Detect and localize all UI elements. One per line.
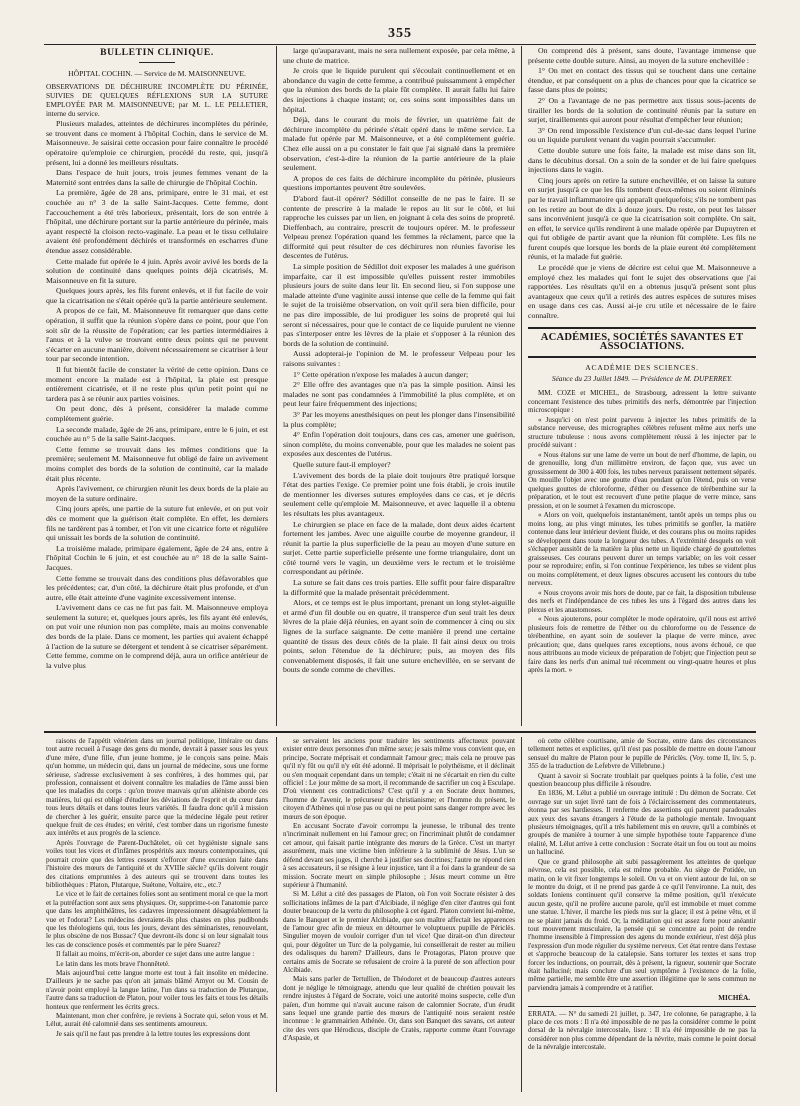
paragraph: Si M. Lélut a cité des passages de Platon, où l'on voit Socrate résister à des sollicitations infâmes de la part d'Alcibiade, il néglige d'en citer d'autres qui font douter beaucoup de la vertu du philosophe à cet égard. Platon convient lui-même, dans le Banquet et le premier Alcibiade, que son maître affectait les apparences de l'amour grec afin de mieux en détourner le voluptueux pupille de Périclès. Singulier moyen de vouloir corriger d'un tel vice! Que dirait-on d'un directeur qui, pour dégoûter un Turc de la polygamie, lui conseillerait de rester au milieu des odalisques du harem? D'ailleurs, dans le Protagoras, Platon prouve que certains amis de Socrate se refusaient de croire à la pureté de son affection pour Alcibiade. (283, 890, 515, 974)
column-bulletin-2 (283, 46, 515, 726)
paragraph: Quelle suture faut-il employer? (293, 459, 391, 469)
paragraph: Mais sans parler de Tertullien, de Théodoret et de beaucoup d'autres auteurs dont je néglige le témoignage, attendu que leur qualité de chrétien pouvait les rendre injustes à l'égard de Socrate, voici une autorité moins suspecte, celle d'un païen, d'un homme qui n'avait aucune raison de calomnier Socrate, d'un érudit sans lequel une grande partie des mœurs de l'antiquité nous seraient restée inconnue : le grammairien Athénée. Or, dans son Banquet des savans, cet auteur cite des vers que Hérodicus, disciple de Cratès, rapporte comme étant l'ouvrage d'Aspasie, et (283, 975, 515, 1043)
column-feuilleton-3 (528, 737, 756, 1092)
paragraph: Cette femme se trouvait dans des conditions plus défavorables que les précédentes; car, d'un côté, la déchirure était plus profonde, et d'un autre, elle était atteinte d'une vaginite excessivement intense. (46, 573, 268, 602)
paragraph: Je sais qu'il ne faut pas prendre à la lettre toutes les expressions dont (56, 1029, 251, 1038)
paragraph-list (528, 389, 756, 675)
author-signature: MICHÉA. (718, 994, 750, 1003)
paragraph: 1° Cette opération n'expose les malades à aucun danger; (293, 369, 469, 379)
paragraph: Cette malade fut opérée le 4 juin. Après avoir avivé les bords de la solution de continuité dans quelques points déjà cicatrisés, M. Maisonneuve en fit la suture. (46, 256, 268, 285)
column-separator (276, 46, 277, 726)
paragraph-list (283, 737, 515, 1043)
paragraph: On comprend dès à présent, sans doute, l'avantage immense que présente cette double suture. Ainsi, au moyen de la suture enchevillée : (528, 46, 756, 65)
paragraph: « Jusqu'ici on n'est point parvenu à injecter les tubes primitifs de la substance nerveuse, des micrographes célèbres refusent même aux nerfs une structure tubuleuse : nous avons complètement réussi à les injecter par le procédé suivant : (528, 415, 756, 449)
paragraph: 1° On met en contact des tissus qui se touchent dans une certaine étendue, et par conséquent on a plus de chances pour que la cicatrice se fasse dans plus de points; (528, 66, 756, 95)
paragraph: Quelques jours après, les fils furent enlevés, et il fut facile de voir que la cicatrisation ne s'était opérée qu'à la partie antérieure seulement. (46, 286, 268, 305)
paragraph: A propos de ce fait, M. Maisonneuve fit remarquer que dans cette opération, il suffit que la réunion s'opère dans ce point, pour que l'on soit sûr de la réussite de l'opération; car les parties intermédiaires à l'anus et à la vulve se trouvant entre deux points qui ne peuvent s'écarter en aucune manière, doivent nécessairement se cicatriser à leur tour par seconde intention. (46, 306, 268, 364)
paragraph: La simple position de Sédillot doit exposer les malades à une guérison imparfaite, car il est impossible qu'elles puissent rester immobiles plusieurs jours de suite dans leur lit. En second lieu, si l'on suppose une malade atteinte d'une vaginite aussi intense que celle de la femme qui fait le sujet de la troisième observation, on voit qu'il sera bien difficile, pour ne pas dire impossible, de lui prodiguer les soins de propreté qui lui seront si nécessaires, pour que le contact de ce liquide purulent ne vienne pas s'interposer entre les lèvres de la plaie et s'opposer à la réunion des bords de la solution de continuité. (283, 262, 515, 348)
paragraph: raisons de l'appétit vénérien dans un journal politique, littéraire ou dans tout autre recueil à l'usage des gens du monde, devrait à passer sous les yeux d'une mère, d'une fille, d'un jeune homme, je le conçois sans peine. Mais qu'un homme, un médecin qui, dans un journal de médecine, sous une forme sérieuse, s'adresse exclusivement à ses confrères, à des hommes qui, par profession, connaissent et doivent connaître les maladies de l'âme aussi bien que les maladies du corps : qu'on trouve mauvais qu'un aliéniste aborde ces matières, lui qui est obligé d'étudier les déviations de l'esprit et du cœur dans tous leurs détails et dans toutes leurs variétés. Il faudra donc qu'il à mission de chercher à les guérir, ensuite parce que la médecine légale peut retirer quelque fruit de ces études; en vérité, c'est tomber dans un rigorisme funeste aux intérêts et aux progrès de la science. (46, 737, 268, 838)
paragraph: « Nous croyons avoir mis hors de doute, par ce fait, la disposition tubuleuse des nerfs et l'indépendance de ces tubes les uns à l'égard des autres dans les plexus et les anastomoses. (528, 588, 756, 614)
heading-rule (139, 62, 175, 63)
paragraph: L'avivement dans ce cas ne fut pas fait. M. Maisonneuve employa seulement la suture; et, quelques jours après, les fils ayant été enlevés, on put voir une réunion non pas complète, mais au moins convenable des bords de la plaie. Dans ce moment, les parties qui avaient échappé à l'action de la suture se détergent et tendent à se cicatriser séparément. Cette femme, comme on le comprend déjà, aura un orifice antérieur de la vulve plus (46, 603, 268, 670)
session-line: Séance du 23 Juillet 1849. — Présidence de M. DUPERREY. (551, 374, 733, 384)
paragraph: Après l'avivement, ce chirurgien réunit les deux bords de la plaie au moyen de la suture ordinaire. (46, 484, 268, 503)
paragraph: Il fallait au moins, m'écrit-on, aborder ce sujet dans une autre langue : (56, 950, 255, 959)
paragraph: 3° On rend impossible l'existence d'un cul-de-sac dans lequel l'urine ou un liquide purulent venant du vagin pourrait s'accumuler. (528, 125, 756, 145)
paragraph: Cette femme se trouvait dans les mêmes conditions que la première; seulement M. Maisonneuve fut obligé de faire un avivement moins complet des bords de la solution de continuité, car la malade était plus récente. (46, 444, 268, 483)
column-separator (276, 737, 277, 1092)
paragraph: 4° Enfin l'opération doit toujours, dans ces cas, amener une guérison, sinon complète, du moins convenable, pour que les malades ne soient pas exposées aux descentes de l'utérus. (283, 430, 515, 459)
paragraph-list (528, 46, 756, 321)
paragraph: « Alors on voit, quelquefois instantanément, tantôt après un temps plus ou moins long, au plus vingt minutes, les tubes primitifs se gonfler, la matière contenue dans leur intérieur devient fluide, et des courans plus ou moins rapides se développent dans toute la longueur des tubes. A l'extrémité desquels on voit s'échapper aussitôt de la matière la plus nette un liquide chargé de gouttelettes graisseuses. Ces courans peuvent durer un temps variable; on les voit cesser pour se reproduire; enfin, si l'on continue l'expérience, les tubes se vident plus ou moins complètement, et deux lignes obscures accusent les contours du tube nerveux. (528, 511, 756, 587)
feuilleton-rule (44, 731, 756, 733)
paragraph: Je crois que le liquide purulent qui s'écoulait continuellement et en abondance du vagin de cette femme, a contribué puissamment à empêcher que la réunion des bords de la plaie fût complète. Il aurait fallu lui faire des injections à chaque instant; or, ces soins sont impossibles dans un hôpital. (283, 66, 515, 114)
paragraph: 2° Elle offre des avantages que n'a pas la simple position. Ainsi les malades ne sont pas condamnées à l'immobilité la plus complète, et on peut leur faire fréquemment des injections; (283, 380, 515, 409)
paragraph: « Nous étalons sur une lame de verre un bout de nerf d'homme, de lapin, ou de grenouille, long d'un millimètre environ, de façon que, vus avec un grossissement de 300 à 400 fois, les tubes nerveux paraissent nettement séparés. On mouille l'objet avec une goutte d'eau pendant qu'on l'étend, puis on verse quelques gouttes de chloroforme, d'éther ou d'essence de térébenthine sur la préparation, et le tout est recouvert d'une petite plaque de verre mince, sans pression, et on le soumet à l'examen du microscope. (528, 450, 756, 510)
column-bulletin-3 (528, 46, 756, 726)
paragraph: Le procédé que je viens de décrire est celui que M. Maisonneuve a employé chez les malades qui font le sujet des observations que j'ai rapportées. Les résultats qu'il en a obtenus jusqu'à présent sont plus avantageux que ceux qu'il a retirés des autres espèces de sutures mises en usage dans ces cas. Aussi ai-je cru utile et nécessaire de le faire connaître. (528, 263, 756, 321)
paragraph: Cinq jours après on retire la suture enchevillée, et on laisse la suture en surjet jusqu'à ce que les fils tombent d'eux-mêmes ou soient éliminés par le travail inflammatoire qui apparaît quelquefois; s'ils ne tombent pas on les retire au bout de dix à douze jours. Du reste, on peut les laisser sans inconvénient jusqu'à ce que la cicatrisation soit complète. On sait, en effet, le service qu'ils rendirent à une malade opérée par Dupuytren et qui fut obligée de partir avant que la réunion fût complète. Les fils ne furent coupés que lorsque les bords de la plaie eurent été complètement réunis, et la malade fut guérie. (528, 175, 756, 262)
paragraph: A propos de ces faits de déchirure incomplète du périnée, plusieurs questions importantes peuvent être soulevées. (283, 173, 515, 193)
paragraph: Cinq jours après, une partie de la suture fut enlevée, et on put voir dès ce moment que la guérison était complète. En effet, les derniers fils ne tardèrent pas à tomber, et l'on vit une cicatrice forte et régulière qui unissait les bords de la solution de continuité. (46, 504, 268, 543)
paragraph: se servaient les anciens pour traduire les sentiments affectueux pouvant exister entre deux personnes d'un même sexe; je sais même vous convient que, en principe, Socrate méprisait et condamnait l'amour grec; mais cela ne prouve pas qu'il n'y fût ou qu'il n'y eût été adonné. Il méprisait le polythéisme, et il déclinait ou s'en moquait cependant dans un temple; c'était ni ne s'écartait en rien du culte officiel : Le jour même de sa mort, il recommande de sacrifier un coq à Esculape. D'où viennent ces contradictions? C'est qu'il y a en Socrate deux hommes, l'homme de l'avenir, le précurseur du christianisme; et l'homme du présent, le citoyen d'Athènes qui n'ose pas ou qui ne peut point sans danger rompre avec les mœurs de son époque. (283, 737, 515, 821)
paragraph: Plusieurs malades, atteintes de déchirures incomplètes du périnée, se trouvent dans ce moment à l'hôpital Cochin, dans le service de M. Maisonneuve. Je saisirai cette occasion pour faire connaître le procédé opératoire qu'emploie ce chirurgien, procédé du reste, qui, jusqu'à présent, lui a donné les meilleurs résultats. (46, 119, 268, 167)
column-separator (521, 46, 522, 726)
paragraph: Mais aujourd'hui cette langue morte est tout à fait insolite en médecine. D'ailleurs je ne sache pas qu'on ait jamais blâmé Amyot ou M. Cousin de n'avoir point employé la langue latine, l'un dans sa traduction de Plutarque, l'autre dans sa traduction de Platon, pour voiler tous les faits et tous les détails honteux que renferment les écrits grecs. (46, 968, 268, 1011)
paragraph: 3° Par les moyens anesthésiques on peut les plonger dans l'insensibilité la plus complète; (283, 409, 515, 429)
bulletin-heading: BULLETIN CLINIQUE. (100, 47, 214, 58)
paragraph: La troisième malade, primipare également, âgée de 24 ans, entre à l'hôpital Cochin le 6 juin, et est couchée au n° 18 de la salle Saint-Jacques. (46, 543, 268, 572)
paragraph: Il fut bientôt facile de constater la vérité de cette opinion. Dans ce moment encore la malade est à l'hôpital, la plaie est presque entièrement cicatrisée, et il ne reste plus qu'un petit point qui ne tardera pas à se réunir aux parties voisines. (46, 365, 268, 403)
column-feuilleton-2 (283, 737, 515, 1092)
academies-banner: ACADÉMIES, SOCIÉTÉS SAVANTES ET ASSOCIATIONS. (528, 327, 756, 358)
paragraph-list (283, 46, 515, 675)
erratum: ERRATA. — N° du samedi 21 juillet, p. 347, 1re colonne, 6e paragraphe, à la place de ces mots : Il n'a été impossible de ne pas la considérer comme le point dorsal de la névralgie intercostale, lisez : Il n'a été impossible de ne pas la considérer non plus comme dépendant de la névrite, mais comme le point dorsal de la névralgie intercostale. (528, 1006, 756, 1052)
paragraph: MM. COZE et MICHEL, de Strasbourg, adressent la lettre suivante concernant l'existence des tubes primitifs des nerfs, démontrée par l'injection microscopique : (528, 389, 756, 414)
paragraph: On peut donc, dès à présent, considérer la malade comme complètement guérie. (46, 404, 268, 423)
paragraph: Que ce grand philosophe ait subi passagèrement les atteintes de quelque névrose, cela est possible, cela est même probable. Au siège de Potidée, un matin, on le vit fixer longtemps le soleil. On va et on vient autour de lui, on se le montre du doigt, et il ne prend pas garde à ce qu'il l'environne. La nuit, des soldats Ioniens continuent qu'il conserve la même position, qu'il n'exécute aucun geste, qu'il ne profère aucune parole, qu'il est immobile et muet comme une statue. L'hiver, il marche les pieds nus sur la glace; il est à peine vêtu, et il ne se plaint jamais du froid. Or, la méditation qui est assez forte pour anéantir tout mouvement musculaire, la pensée qui se concentre au point de rendre l'homme insensible à l'impression des agens du monde extérieur, n'est déjà plus l'expression d'un mode régulier du système nerveux. Cet état rentre dans l'extase et s'approche beaucoup de la catalepsie. Sans torturer les textes et sans trop forcer les inductions, on pourrait, dès à présent, la rigueur, soutenir que Socrate était halluciné; mais conclure d'un seul symptôme à l'existence de la folie, même partielle, me semble être une assertion illégitime que le sens commun ne parviendra jamais à comprendre et à ratifier. (528, 857, 756, 992)
paragraph: D'abord faut-il opérer? Sédillot conseille de ne pas le faire. Il se contente de prescrire à la malade le repos au lit sur le côté, et lui rapproche les cuisses par un lien, en joignant à cela des soins de propreté. Dieffenbach, au contraire, prescrit de toujours opérer. M. le professeur Velpeau prenez l'opération quand les femmes la réclament, parce que la difformité qui peut résulter de ces déchirures non réunies favorise les descentes de l'utérus. (283, 193, 515, 261)
paragraph: Déjà, dans le courant du mois de février, un quatrième fait de déchirure incomplète du périnée s'était opéré dans le même service. La malade fut opérée par M. Maisonneuve, et a été complètement guérie. Chez elle aussi on a pu constater le fait que j'ai signalé dans la première observation, c'est-à-dire la réunion de la partie antérieure de la plaie seulement. (283, 115, 515, 173)
hospital-line: HÔPITAL COCHIN. — Service de M. MAISONNEUVE. (68, 68, 246, 78)
case-title: OBSERVATIONS DE DÉCHIRURE INCOMPLÈTE DU PÉRINÉE, SUIVIES DE QUELQUES RÉFLEXIONS SUR LA SUTURE EMPLOYÉE PAR M. MAISONNEUVE; par M. L. LE PELLETIER, interne du service. (46, 82, 268, 119)
column-feuilleton-1 (46, 737, 268, 1092)
paragraph: 2° On a l'avantage de ne pas permettre aux tissus sous-jacents de tirailler les bords de la solution de continuité réunis par la suture en surjet, tiraillements qui auront pour résultat d'empêcher leur réunion; (528, 95, 756, 125)
paragraph-list (46, 737, 268, 1038)
paragraph: Après l'ouvrage de Parent-Duchâtelet, où cet hygiéniste signale sans voiles tout les vices et d'infâmes prospérités aux mœurs contemporaines, qui pourrait croire que des lettres cessent s'efforcer d'une excursion faite dans l'histoire des mœurs de l'antiquité et du XVIIIe siècle? qu'ils doivent rougir des citations empruntées à des auteurs qui se trouvent dans toutes les bibliothèques : Platon, Plutarque, Suétone, Voltaire, etc., etc.? (46, 838, 268, 889)
paragraph: « Nous ajouterons, pour compléter le mode opératoire, qu'il nous est arrivé plusieurs fois de remettre de l'éther ou du chloroforme ou de l'essence de térébenthine, en ayant soin de soulever la plaque de verre mince, avec précaution; que, dans quelques rares exceptions, nous avons échoué, ce que nous attribuons au mode vicieux de préparation de l'objet; que l'injection peut se faire dans les nerfs d'un animal tué récemment ou vingt-quatre heures et plus après la mort. » (528, 615, 756, 674)
page-number: 355 (388, 26, 412, 41)
paragraph: Cette double suture une fois faite, la malade est mise dans son lit, dans le décubitus dorsal. On a soin de la sonder et de lui faire quelques injections dans le vagin. (528, 145, 756, 175)
paragraph: La seconde malade, âgée de 26 ans, primipare, entre le 6 juin, et est couchée au n° 5 de la salle Saint-Jacques. (46, 424, 268, 444)
paragraph: Quant à savoir si Socrate troublait par quelques points à la folie, c'est une question beaucoup plus difficile à résoudre. (528, 771, 756, 789)
column-separator (521, 737, 522, 1092)
paragraph: Le latin dans les mots brave l'honnêteté. (56, 959, 170, 968)
column-bulletin-1 (46, 46, 268, 726)
paragraph: La première, âgée de 28 ans, primipare, entre le 31 mai, et est couchée au n° 3 de la salle Saint-Jacques. Cette femme, dont l'accouchement a été très laborieux, présentait, lors de son entrée à l'hôpital, une déchirure portant sur la partie antérieure du périnée, mais ayant respecté la cloison recto-vaginale. La peau et le tissu cellulaire avaient été profondément déchirés et transformés en escharres d'une étendue assez considérable. (46, 188, 268, 255)
paragraph: Maintenant, mon cher confrère, je reviens à Socrate qui, selon vous et M. Lélut, aurait été calomnié dans ses sentiments amoureux. (46, 1012, 268, 1029)
paragraph: large qu'auparavant, mais ne sera nullement exposée, par cela même, à une chute de matrice. (283, 46, 515, 65)
paragraph: où cette célèbre courtisane, amie de Socrate, entre dans des circonstances tellement nettes et explicites, qu'il n'est pas possible de mettre en doute l'amour sensuel du maître de Platon pour le pupille de Périclès. (Voy. tome II, liv. 5, p. 355 de la traduction de Lefebvre de Villebrune.) (528, 737, 756, 771)
paragraph: Le vice et le fait de certaines folies sont au sentiment moral ce que la mort et la putréfaction sont aux sens physiques. Or, supprime-t-on l'anatomie parce que dans les amphithéâtres, les cadavres impressionnent désagréablement la vue et l'odorat? Les médecins devraient-ils plus chastes en plus pudibonds que les théologiens qui, tous les jours, devant des séminaristes, renouvelant, le plus obscène de nos Bussac? Que devront-ils donc si on leur signalait tous les cas de conscience posés et commentés par le père Suarez? (46, 890, 268, 949)
paragraph: Alors, et ce temps est le plus important, prenant un long stylet-aiguille et armé d'un fil double ou en quatre, il transperce d'un seul trait les deux lèvres de la plaie déjà réunies, en ayant soin de commencer à cinq ou six lignes de la surface saignante. De cette manière il prend une certaine quantité de tissus des deux côtés de la plaie. Il fait ainsi deux ou trois points, selon l'étendue de la déchirure; puis, au moyen des fils convenablement disposés, il fait une suture enchevillée, en se servant de bouts de sonde comme de chevilles. (283, 598, 515, 675)
paragraph: En accusant Socrate d'avoir corrompu la jeunesse, le tribunal des trente n'incriminait nullement en lui l'amour grec; on l'incriminait plutôt de condamner cet amour, qui faisait partie intégrante des mœurs de la Grèce. C'est un martyr assurément, mais une victime bien inférieure à la sublimité de Jésus. L'un se défend devant ses juges, il cherche à justifier ses doctrines; l'autre ne répond rien à ses accusateurs, il se résigne à leur injustice, tant il a foi dans la grandeur de sa mission. Socrate meurt en simple philosophe ; Jésus meurt comme un être supérieur à l'humanité. (283, 822, 515, 889)
paragraph: Dans l'espace de huit jours, trois jeunes femmes venant de la Maternité sont entrées dans la salle de chirurgie de l'hôpital Cochin. (46, 168, 268, 187)
academy-section-heading: ACADÉMIE DES SCIENCES. (585, 362, 699, 372)
paragraph: Aussi adopterai-je l'opinion de M. le professeur Velpeau pour les raisons suivantes : (283, 349, 515, 368)
paragraph: L'avivement des bords de la plaie doit toujours être pratiqué lorsque l'état des parties l'exige. Ce premier point une fois établi, je crois inutile de mentionner les diverses sutures employées dans ce cas, et je décris seulement celle qu'emploie M. Maisonneuve, et avec laquelle il a obtenu les résultats les plus avantageux. (283, 470, 515, 518)
paragraph-list (528, 737, 756, 992)
paragraph: Le chirurgien se place en face de la malade, dont deux aides écartent fortement les jambes. Avec une aiguille courbe de moyenne grandeur, il réunit la partie la plus superficielle de la peau au moyen d'une suture en surjet. Cette partie superficielle présente une forme triangulaire, dont un côté tourné vers le vagin, un deuxième vers le rectum et le troisième correspondant au périnée. (283, 519, 515, 577)
paragraph: En 1836, M. Lélut a publié un ouvrage intitulé : Du démon de Socrate. Cet ouvrage sur un sujet livré tant de fois à l'éclaircissement des commentateurs, étonna par ses hardiesses. Il renferme des assertions qui parurent paradoxales aux yeux des savans étrangers à l'étude de la pathologie mentale. Invoquant plusieurs témoignages, qu'il a très habilement mis en œuvre, qu'il a combinés et groupés de manière à tourner à une simple hypothèse toute l'apparence d'une réalité, M. Lélut arrive à cette conclusion : Socrate était un fou ou tout au moins un halluciné. (528, 789, 756, 857)
header-rule (44, 44, 756, 45)
paragraph-list (46, 119, 268, 670)
paragraph: La suture se fait dans ces trois parties. Elle suffit pour faire disparaître la difformité que la malade présentait précédemment. (283, 578, 515, 597)
